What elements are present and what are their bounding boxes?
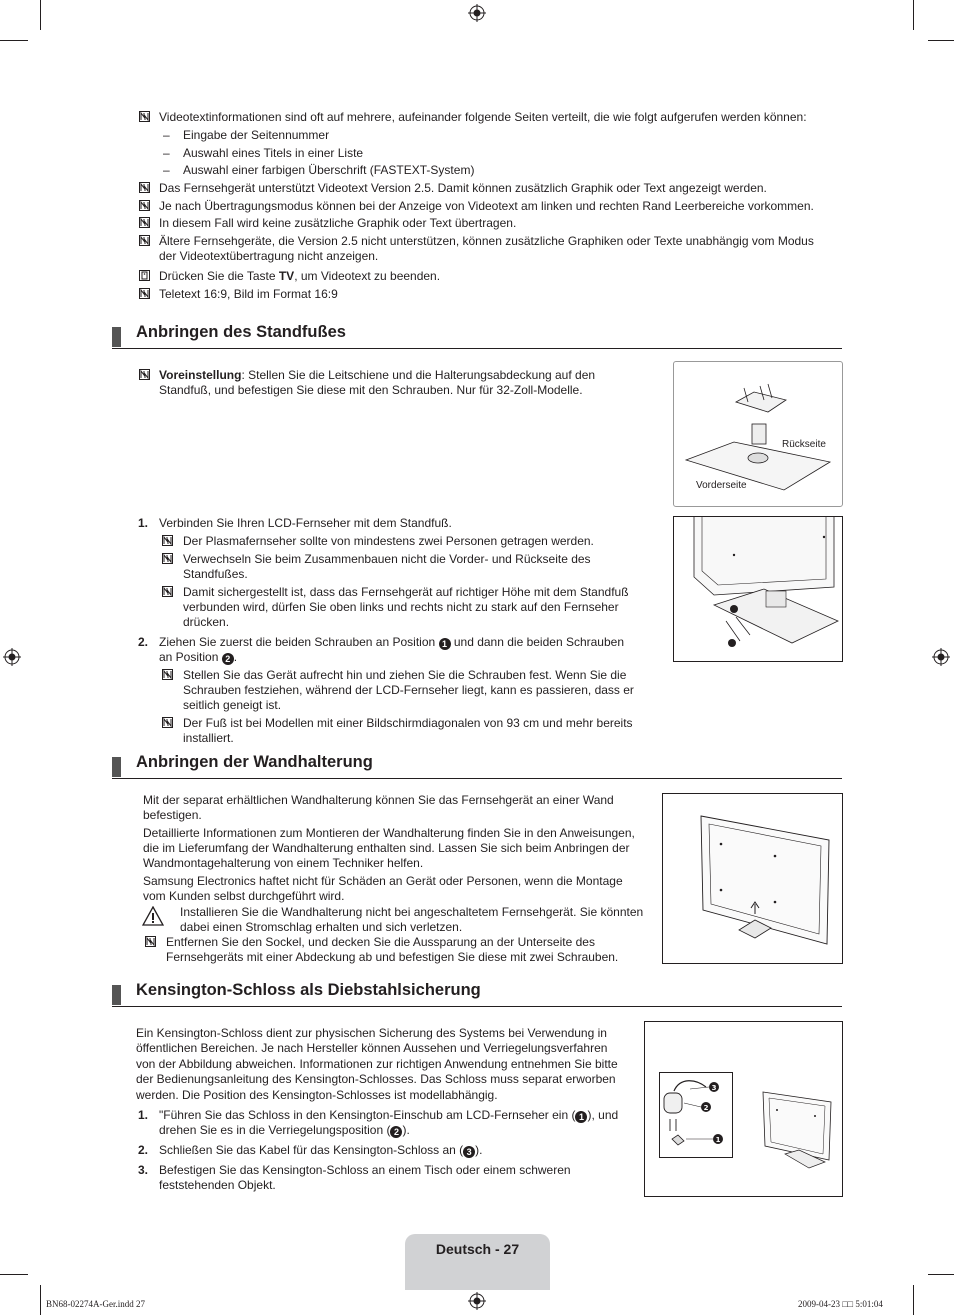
kensington-lock-illustration [660,1073,732,1157]
note-text: Voreinstellung: Stellen Sie die Leitschiene und die Halterungsabdeckung auf den [159,368,596,382]
note-text: drücken. [183,615,230,629]
crop-mark [928,40,954,41]
svg-text:2: 2 [703,1104,709,1112]
crop-mark [913,0,914,30]
note-text: Je nach Übertragungsmodus können bei der Anzeige von Videotext am linken und rechten Rand Leerbereiche vorkommen. [159,199,814,213]
section-rule [112,1006,842,1007]
wall-mount-figure [662,793,843,964]
marker-1-icon: 1 [439,638,451,650]
svg-text:1: 1 [715,1136,721,1144]
step-number: 1. [138,516,149,530]
warning-text: dabei einen Stromschlag erhalten und sich verletzen. [180,920,463,934]
note-text: Stellen Sie das Gerät aufrecht hin und ziehen Sie die Schrauben fest. Wenn Sie die [183,668,627,682]
note-text: Entfernen Sie den Sockel, und decken Sie die Aussparung an der Unterseite des [166,935,595,949]
note-icon [139,369,150,380]
note-icon [139,288,150,299]
note-icon [162,669,173,680]
note-icon [139,217,150,228]
tv-stand-illustration [674,517,842,661]
step-text: drehen Sie es in die Verriegelungsposition ( 2 ). [159,1123,410,1137]
crop-mark [0,1274,28,1275]
section-title: Anbringen der Wandhalterung [136,753,373,771]
marker-2-icon: 2 [222,653,234,665]
stand-screws-figure [673,516,843,662]
note-text: seitlich geneigt ist. [183,698,282,712]
crop-mark [40,1285,41,1315]
paragraph-text: von der Abbildung abweichen. Informationen zur richtigen Anwendung entnehmen Sie bitte [136,1057,618,1071]
step-text: Befestigen Sie das Kensington-Schloss an einem Tisch oder einem schweren [159,1163,571,1177]
stand-preset-figure [673,361,843,507]
note-icon [139,111,150,122]
paragraph-text: Detaillierte Informationen zum Montieren der Wandhalterung finden Sie in den Anweisungen, [143,826,635,840]
page-number: Deutsch - 27 [435,1241,520,1257]
note-icon [162,553,173,564]
note-text: Standfuß, und befestigen Sie diese mit den Schrauben. Nur für 32-Zoll-Modelle. [159,383,583,397]
step-number: 3. [138,1163,149,1177]
paragraph-text: die im Lieferumfang der Wandhalterung enthalten sind. Lassen Sie sich beim Anbringen der [143,841,630,855]
remote-button-icon [139,270,150,281]
note-text: Fernsehgeräts mit einer Abdeckung ab und befestigen Sie diese mit zwei Schrauben. [166,950,619,964]
warning-text: Installieren Sie die Wandhalterung nicht bei angeschaltetem Fernsehgerät. Sie könnten [180,905,644,919]
dash-bullet: – [163,128,170,142]
paragraph-text: öffentlichen Bereichen. Je nach Hersteller können Aussehen und Verriegelungsverfahren [136,1041,608,1055]
note-icon [139,235,150,246]
note-text: Der Fuß ist bei Modellen mit einer Bildschirmdiagonalen von 93 cm und mehr bereits [183,716,633,730]
registration-mark-icon [468,4,486,22]
note-text: Der Plasmafernseher sollte von mindestens zwei Personen getragen werden. [183,534,594,548]
marker-1-icon: 1 [575,1111,587,1123]
crop-mark [928,1274,954,1275]
kensington-figure [644,1021,843,1197]
tv-back-illustration [663,794,842,963]
step-number: 1. [138,1108,149,1122]
note-text: Teletext 16:9, Bild im Format 16:9 [159,287,338,301]
note-icon [139,182,150,193]
note-text: Verwechseln Sie beim Zusammenbauen nicht die Vorder- und Rückseite des [183,552,591,566]
marker-2-icon: 2 [390,1126,402,1138]
note-text: installiert. [183,731,234,745]
step-text: Schließen Sie das Kabel für das Kensington-Schloss an ( 3 ). [159,1143,483,1157]
heading-bar [112,985,121,1005]
dash-bullet: – [163,146,170,160]
dash-item: Auswahl einer farbigen Überschrift (FASTEXT-System) [183,163,475,177]
note-icon [162,586,173,597]
note-text: Standfußes. [183,567,248,581]
paragraph-text: Samsung Electronics haftet nicht für Schäden an Gerät oder Personen, wenn die Montage [143,874,623,888]
marker-3-icon: 3 [463,1146,475,1158]
heading-bar [112,757,121,777]
paragraph-text: befestigen. [143,808,202,822]
step-number: 2. [138,635,149,649]
section-rule [112,348,842,349]
print-date-info: 2009-04-23 □□ 5:01:04 [798,1299,883,1309]
note-icon [145,936,156,947]
paragraph-text: der Bedienungsanleitung des Kensington-Schlosses. Das Schloss muss separat erworben [136,1072,616,1086]
crop-mark [913,1285,914,1315]
paragraph-text: werden. Die Position des Kensington-Schlosses ist modellabhängig. [136,1088,498,1102]
paragraph-text: Mit der separat erhältlichen Wandhalterung können Sie das Fernsehgerät an einer Wand [143,793,614,807]
note-icon [139,200,150,211]
section-rule [112,778,842,779]
registration-mark-icon [932,648,950,666]
note-text: verbunden wird, dürfen Sie oben links und rechts nicht zu stark auf den Fernseher [183,600,619,614]
crop-mark [0,40,28,41]
note-text: der Videotextübertragung nicht anzeigen. [159,249,379,263]
dash-item: Eingabe der Seitennummer [183,128,330,142]
note-text: Drücken Sie die Taste TV, um Videotext zu beenden. [159,269,441,283]
dash-bullet: – [163,163,170,177]
tv-back-illustration [755,1088,837,1170]
step-text: an Position 2 . [159,650,238,664]
note-text: Damit sichergestellt ist, dass das Fernsehgerät auf richtiger Höhe mit dem Standfuß [183,585,629,599]
dash-item: Auswahl eines Titels in einer Liste [183,146,364,160]
lock-detail-box [659,1072,733,1158]
paragraph-text: vom Kunden selbst durchgeführt wird. [143,889,345,903]
note-text: Das Fernsehgerät unterstützt Videotext Version 2.5. Damit können zusätzlich Graphik oder Text angezeigt werden. [159,181,767,195]
crop-mark [40,0,41,30]
step-text: "Führen Sie das Schloss in den Kensington-Einschub am LCD-Fernseher ein ( 1 ), und [159,1108,619,1122]
svg-text:3: 3 [711,1084,717,1092]
section-title: Kensington-Schloss als Diebstahlsicherung [136,981,481,999]
registration-mark-icon [3,648,21,666]
step-text: feststehenden Objekt. [159,1178,276,1192]
note-text: In diesem Fall wird keine zusätzliche Graphik oder Text übertragen. [159,216,517,230]
note-text: Videotextinformationen sind oft auf mehrere, aufeinander folgende Seiten verteilt, die wie folgt aufgerufen werden können: [159,110,807,124]
note-text: Schrauben festziehen, während der LCD-Fernseher liegt, kann es passieren, dass er [183,683,634,697]
step-text: Ziehen Sie zuerst die beiden Schrauben an Position 1 und dann die beiden Schrauben [159,635,624,649]
paragraph-text: Ein Kensington-Schloss dient zur physischen Sicherung des Systems bei Verwendung in [136,1026,607,1040]
note-text: Ältere Fernsehgeräte, die Version 2.5 nicht unterstützen, können zusätzliche Graphiken oder Texte unabhängig vom Modus [159,234,814,248]
paragraph-text: Wandmontagehalterung von einem Techniker helfen. [143,856,424,870]
registration-mark-icon [468,1292,486,1310]
warning-icon [142,906,164,926]
note-icon [162,717,173,728]
section-title: Anbringen des Standfußes [136,323,346,341]
figure-label: Rückseite [782,439,826,450]
print-file-info: BN68-02274A-Ger.indd 27 [46,1299,145,1309]
step-number: 2. [138,1143,149,1157]
note-icon [162,535,173,546]
heading-bar [112,327,121,347]
figure-label: Vorderseite [696,480,747,491]
step-text: Verbinden Sie Ihren LCD-Fernseher mit dem Standfuß. [159,516,452,530]
